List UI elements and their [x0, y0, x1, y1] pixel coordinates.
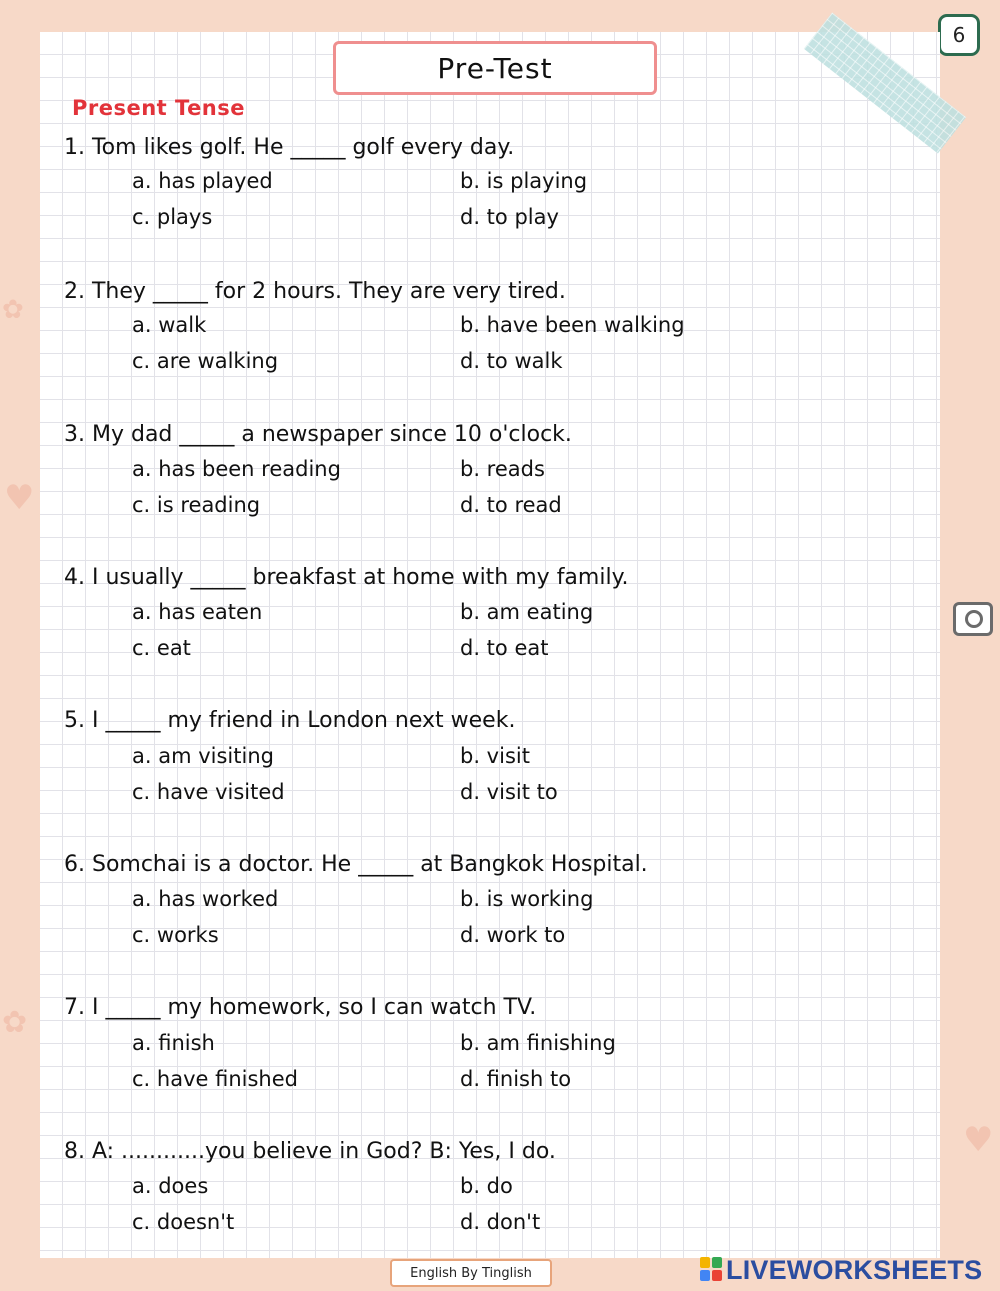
question-stem: 4. I usually _____ breakfast at home with my family. — [64, 565, 629, 590]
answer-option[interactable]: b. have been walking — [460, 313, 685, 337]
camera-icon — [953, 602, 993, 636]
answer-option[interactable]: d. to read — [460, 493, 562, 517]
question-stem: 5. I _____ my friend in London next week. — [64, 708, 516, 733]
heart-decoration: ♥ — [963, 1120, 994, 1160]
answer-option[interactable]: b. is working — [460, 887, 594, 911]
answer-option[interactable]: a. am visiting — [132, 744, 274, 768]
answer-option[interactable]: a. has played — [132, 169, 273, 193]
footer-tag — [390, 1259, 552, 1287]
answer-option[interactable]: b. visit — [460, 744, 530, 768]
answer-option[interactable]: b. is playing — [460, 169, 588, 193]
answer-option[interactable]: c. works — [132, 923, 219, 947]
answer-option[interactable]: c. doesn't — [132, 1210, 235, 1234]
answer-option[interactable]: a. has worked — [132, 887, 279, 911]
answer-option[interactable]: d. don't — [460, 1210, 541, 1234]
answer-option[interactable]: a. has eaten — [132, 600, 263, 624]
question-stem: 8. A: ............you believe in God? B: Yes, I do. — [64, 1139, 556, 1164]
answer-option[interactable]: d. finish to — [460, 1067, 572, 1091]
answer-option[interactable]: b. am eating — [460, 600, 594, 624]
question-stem: 1. Tom likes golf. He _____ golf every day. — [64, 135, 515, 160]
question-stem: 2. They _____ for 2 hours. They are very tired. — [64, 279, 566, 304]
answer-option[interactable]: b. do — [460, 1174, 513, 1198]
answer-option[interactable]: d. visit to — [460, 780, 558, 804]
answer-option[interactable]: d. to play — [460, 205, 559, 229]
page-title: Pre-Test — [437, 51, 553, 85]
answer-option[interactable]: c. are walking — [132, 349, 279, 373]
brand-name[interactable]: LIVEWORKSHEETS — [726, 1255, 983, 1285]
answer-option[interactable]: c. have visited — [132, 780, 285, 804]
question-stem: 3. My dad _____ a newspaper since 10 o'clock. — [64, 422, 572, 447]
question-stem: 6. Somchai is a doctor. He _____ at Bangkok Hospital. — [64, 852, 648, 877]
question-stem: 7. I _____ my homework, so I can watch TV. — [64, 995, 537, 1020]
answer-option[interactable]: a. does — [132, 1174, 209, 1198]
answer-option[interactable]: c. is reading — [132, 493, 261, 517]
answer-option[interactable]: c. have finished — [132, 1067, 298, 1091]
answer-option[interactable]: a. walk — [132, 313, 207, 337]
page-number: 6 — [952, 23, 966, 47]
flower-decoration: ✿ — [2, 1005, 28, 1040]
footer-tag-text: English By Tinglish — [410, 1265, 532, 1281]
answer-option[interactable]: a. has been reading — [132, 457, 341, 481]
page-number-badge — [938, 14, 980, 56]
answer-option[interactable]: c. plays — [132, 205, 213, 229]
title-box — [333, 41, 657, 95]
heart-decoration: ♥ — [4, 478, 35, 518]
liveworksheets-logo-icon — [700, 1257, 722, 1281]
answer-option[interactable]: c. eat — [132, 636, 191, 660]
answer-option[interactable]: b. reads — [460, 457, 545, 481]
worksheet-page — [40, 32, 940, 1258]
answer-option[interactable]: d. to eat — [460, 636, 549, 660]
flower-decoration: ✿ — [2, 295, 24, 325]
answer-option[interactable]: d. work to — [460, 923, 566, 947]
answer-option[interactable]: a. finish — [132, 1031, 215, 1055]
section-title: Present Tense — [72, 96, 246, 120]
answer-option[interactable]: d. to walk — [460, 349, 563, 373]
answer-option[interactable]: b. am finishing — [460, 1031, 616, 1055]
